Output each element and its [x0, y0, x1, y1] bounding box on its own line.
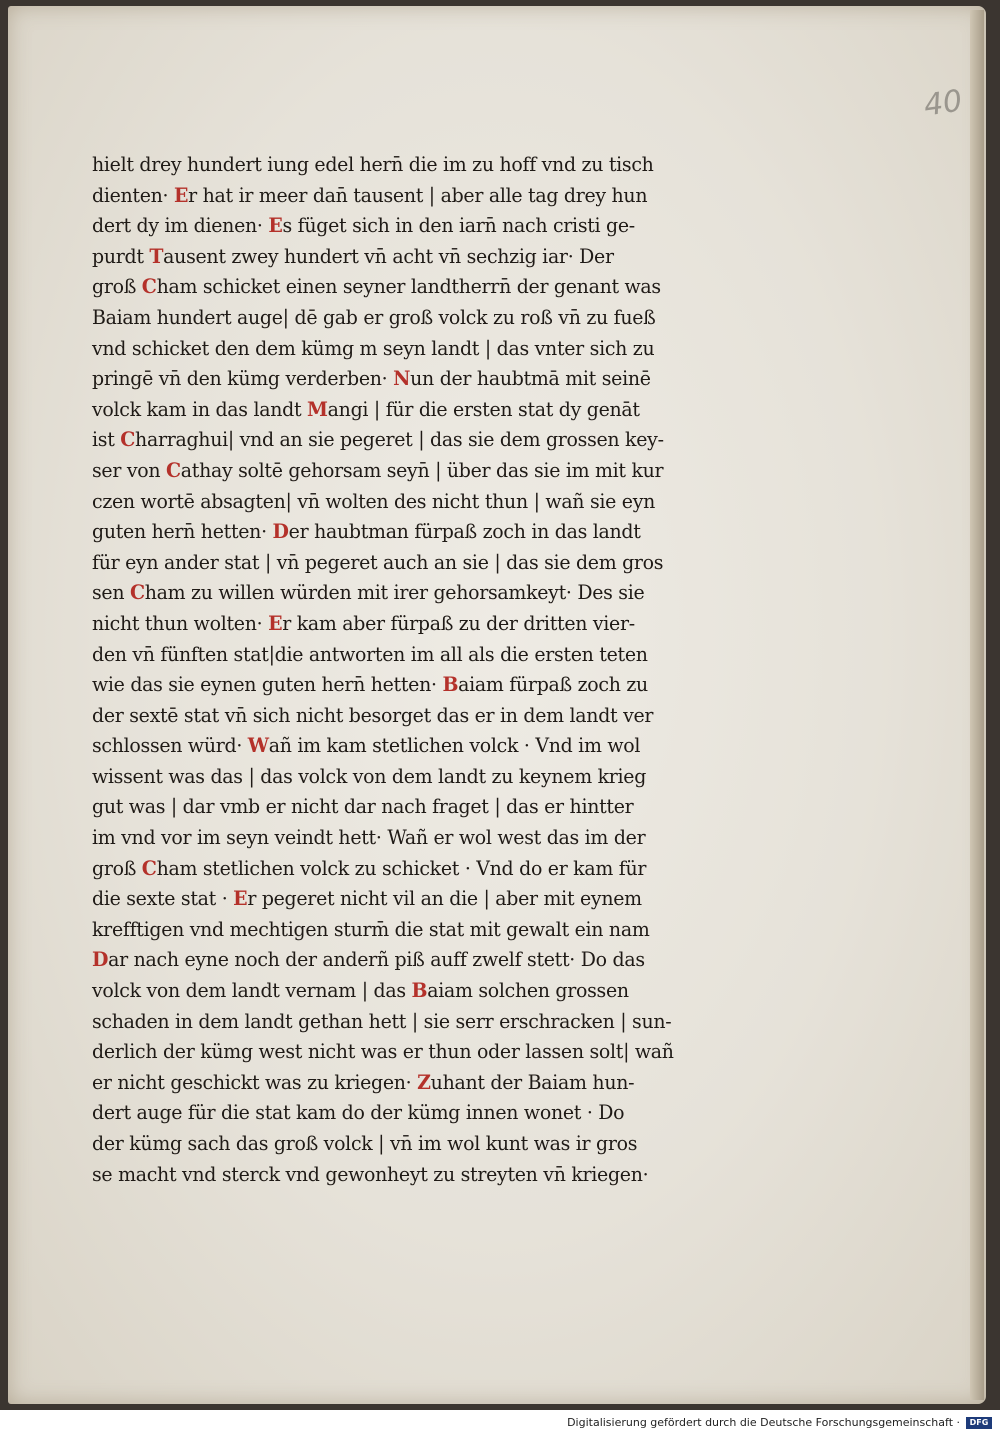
- rubricated-initial: Z: [417, 1070, 431, 1094]
- text-line: [92, 578, 704, 609]
- rubricated-initial: E: [174, 183, 189, 207]
- line-text: dert auge für die stat kam do der kümg innen wonet · Do: [92, 1101, 625, 1125]
- rubricated-initial: W: [247, 734, 269, 758]
- text-line: [92, 150, 704, 181]
- rubricated-initial: B: [411, 979, 428, 1003]
- line-text: der sextē stat vn̄ sich nicht besorget das er in dem landt ver: [92, 703, 654, 727]
- line-text: wissent was das | das volck von dem landt zu keynem krieg: [92, 764, 647, 788]
- folio-number: 40: [921, 83, 965, 124]
- line-text: für eyn ander stat | vn̄ pegeret auch an sie | das sie dem gros: [92, 550, 664, 574]
- line-text: der kümg sach das groß volck | vn̄ im wol kunt was ir gros: [92, 1132, 638, 1155]
- line-text: nicht thun wolten·: [92, 611, 269, 635]
- text-line: [92, 1037, 704, 1068]
- text-line: [92, 701, 704, 732]
- text-line: [92, 1098, 704, 1129]
- line-text: ser von: [92, 458, 166, 482]
- text-line: [92, 487, 704, 518]
- footer: [0, 1410, 1000, 1436]
- rubricated-initial: C: [129, 581, 145, 605]
- text-line: [92, 395, 704, 426]
- text-line: [92, 334, 704, 365]
- line-text: ist: [92, 428, 121, 452]
- line-text: Baiam hundert auge| dē gab er groß volck zu roß vn̄ zu fueß: [92, 305, 656, 329]
- rubricated-initial: E: [268, 214, 283, 238]
- line-text: dienten·: [92, 183, 175, 207]
- line-text: im vnd vor im seyn veindt hett· Wañ er wol west das im der: [92, 826, 646, 850]
- line-text: r pegeret nicht vil an die | aber mit eynem: [247, 887, 642, 911]
- line-text: er nicht geschickt was zu kriegen·: [92, 1070, 418, 1094]
- line-text: harraghui| vnd an sie pegeret | das sie dem grossen key-: [135, 428, 664, 452]
- line-text: angi | für die ersten stat dy genāt: [327, 397, 640, 421]
- line-text: purdt: [92, 244, 150, 268]
- text-line: [92, 364, 704, 395]
- text-line: [92, 762, 704, 793]
- text-line: [92, 425, 704, 456]
- text-line: [92, 640, 704, 671]
- text-line: [92, 303, 704, 334]
- text-line: [92, 945, 704, 976]
- text-line: [92, 792, 704, 823]
- line-text: vnd schicket den dem kümg m seyn landt | das vnter sich zu: [92, 336, 655, 360]
- rubricated-initial: C: [120, 428, 136, 452]
- dfg-logo-icon: DFG: [966, 1417, 992, 1429]
- line-text: ham schicket einen seyner landtherrn̄ der genant was: [156, 275, 661, 299]
- line-text: ham stetlichen volck zu schicket · Vnd do er kam für: [156, 856, 647, 880]
- line-text: wie das sie eynen guten hern̄ hetten·: [92, 673, 443, 697]
- line-text: athay soltē gehorsam seyn̄ | über das sie im mit kur: [180, 458, 664, 482]
- line-text: gut was | dar vmb er nicht dar nach fraget | das er hintter: [92, 795, 634, 819]
- line-text: die sexte stat ·: [92, 887, 234, 911]
- text-line: [92, 823, 704, 854]
- line-text: r hat ir meer dan̄ tausent | aber alle tag drey hun: [188, 183, 648, 207]
- line-text: sen: [92, 581, 130, 605]
- line-text: schlossen würd·: [92, 734, 248, 758]
- rubricated-initial: N: [393, 367, 411, 391]
- text-line: [92, 1007, 704, 1038]
- line-text: krefftigen vnd mechtigen sturm̄ die stat mit gewalt ein nam: [92, 917, 650, 941]
- line-text: volck von dem landt vernam | das: [92, 979, 412, 1003]
- text-line: [92, 731, 704, 762]
- text-line: [92, 854, 704, 885]
- text-line: [92, 670, 704, 701]
- rubricated-initial: D: [272, 520, 289, 544]
- line-text: derlich der kümg west nicht was er thun oder lassen solt| wañ: [92, 1040, 674, 1064]
- line-text: hielt drey hundert iung edel hern̄ die im zu hoff vnd zu tisch: [92, 153, 654, 176]
- text-line: [92, 272, 704, 303]
- text-line: [92, 1129, 704, 1160]
- line-text: den vn̄ fünften stat|die antworten im all als die ersten teten: [92, 642, 648, 666]
- text-line: [92, 548, 704, 579]
- footer-credit: Digitalisierung gefördert durch die Deutsche Forschungsgemeinschaft ·: [567, 1416, 960, 1429]
- text-line: [92, 517, 704, 548]
- rubricated-initial: B: [442, 673, 459, 697]
- line-text: aiam fürpaß zoch zu: [458, 673, 648, 697]
- text-line: [92, 976, 704, 1007]
- rubricated-initial: C: [141, 856, 157, 880]
- rubricated-initial: C: [141, 275, 157, 299]
- line-text: groß: [92, 856, 142, 880]
- line-text: guten hern̄ hetten·: [92, 520, 273, 544]
- text-line: [92, 609, 704, 640]
- rubricated-initial: D: [92, 948, 109, 972]
- line-text: se macht vnd sterck vnd gewonheyt zu streyten vn̄ kriegen·: [92, 1162, 649, 1186]
- line-text: volck kam in das landt: [92, 397, 308, 421]
- text-line: [92, 242, 704, 273]
- text-line: [92, 456, 704, 487]
- line-text: ausent zwey hundert vn̄ acht vn̄ sechzig iar· Der: [163, 244, 614, 268]
- line-text: ham zu willen würden mit irer gehorsamkeyt· Des sie: [144, 581, 645, 605]
- rubricated-initial: E: [268, 611, 283, 635]
- rubricated-initial: E: [233, 887, 248, 911]
- text-line: [92, 1068, 704, 1099]
- rubricated-initial: M: [307, 397, 328, 421]
- line-text: ar nach eyne noch der anderñ piß auff zwelf stett· Do das: [108, 948, 645, 972]
- text-line: [92, 1160, 704, 1191]
- line-text: s füget sich in den iarn̄ nach cristi ge-: [282, 214, 635, 238]
- rubricated-initial: C: [165, 458, 181, 482]
- line-text: dert dy im dienen·: [92, 214, 269, 238]
- line-text: er haubtman fürpaß zoch in das landt: [288, 520, 641, 544]
- text-line: [92, 915, 704, 946]
- rubricated-initial: T: [149, 244, 164, 268]
- line-text: uhant der Baiam hun-: [430, 1070, 635, 1094]
- text-line: [92, 211, 704, 242]
- text-block: [92, 150, 722, 1190]
- line-text: czen wortē absagten| vn̄ wolten des nicht thun | wañ sie eyn: [92, 489, 655, 513]
- line-text: aiam solchen grossen: [427, 979, 629, 1003]
- text-line: [92, 884, 704, 915]
- line-text: r kam aber fürpaß zu der dritten vier-: [282, 611, 635, 635]
- line-text: un der haubtmā mit seinē: [410, 367, 651, 391]
- line-text: añ im kam stetlichen volck · Vnd im wol: [268, 734, 641, 758]
- page-binding-edge: [970, 10, 984, 1400]
- line-text: schaden in dem landt gethan hett | sie serr erschracken | sun-: [92, 1009, 672, 1033]
- line-text: pringē vn̄ den kümg verderben·: [92, 367, 394, 391]
- line-text: groß: [92, 275, 142, 299]
- text-line: [92, 181, 704, 212]
